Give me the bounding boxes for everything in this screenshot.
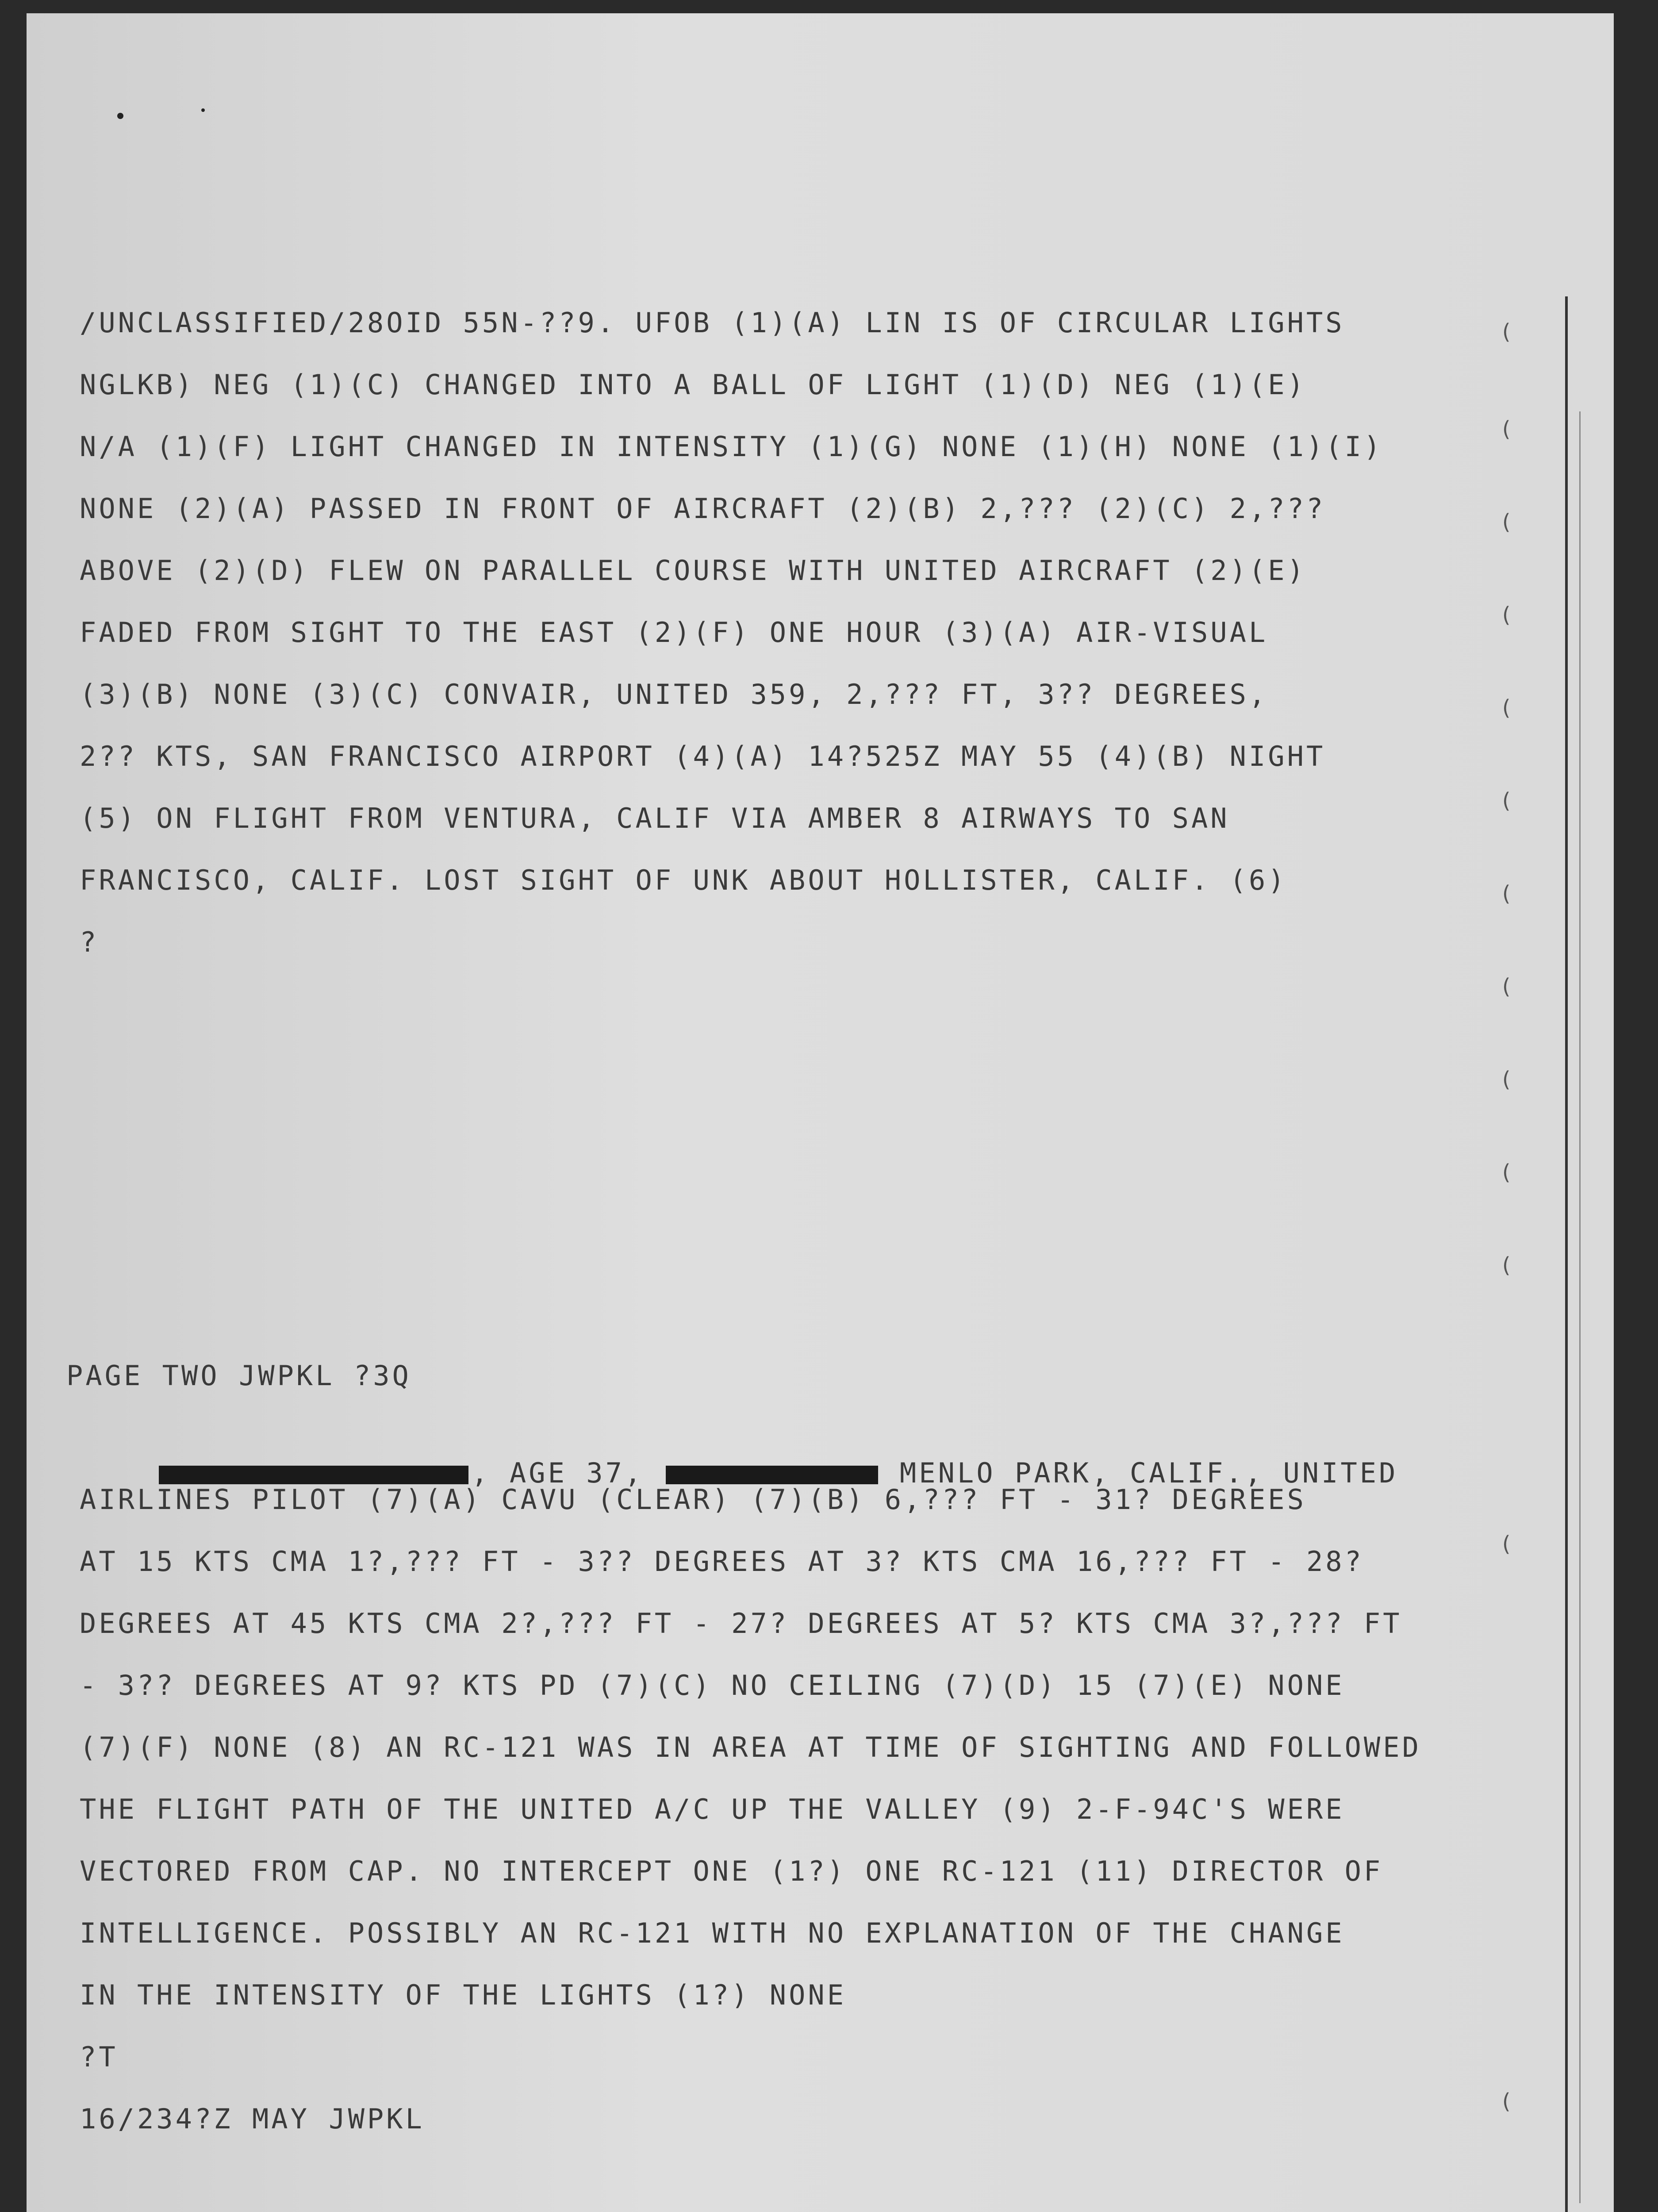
margin-mark: ( bbox=[1500, 417, 1512, 442]
message-line: ABOVE (2)(D) FLEW ON PARALLEL COURSE WITH UNITED AIRCRAFT (2)(E) bbox=[80, 554, 1306, 587]
message-line: NGLKB) NEG (1)(C) CHANGED INTO A BALL OF LIGHT (1)(D) NEG (1)(E) bbox=[80, 369, 1306, 401]
right-border-rule bbox=[1565, 296, 1568, 2212]
margin-mark: ( bbox=[1500, 2089, 1512, 2114]
message-line: VECTORED FROM CAP. NO INTERCEPT ONE (1?) ONE RC-121 (11) DIRECTOR OF bbox=[80, 1855, 1383, 1887]
margin-mark: ( bbox=[1500, 510, 1512, 534]
message-line: THE FLIGHT PATH OF THE UNITED A/C UP THE VALLEY (9) 2-F-94C'S WERE bbox=[80, 1793, 1345, 1825]
right-faint-rule bbox=[1579, 411, 1581, 2203]
margin-mark: ( bbox=[1500, 603, 1512, 627]
message-line: 2?? KTS, SAN FRANCISCO AIRPORT (4)(A) 14?525Z MAY 55 (4)(B) NIGHT bbox=[80, 740, 1326, 772]
message-line: DEGREES AT 45 KTS CMA 2?,??? FT - 27? DEGREES AT 5? KTS CMA 3?,??? FT bbox=[80, 1607, 1402, 1640]
message-line: NONE (2)(A) PASSED IN FRONT OF AIRCRAFT (2)(B) 2,??? (2)(C) 2,??? bbox=[80, 492, 1326, 525]
message-line: - 3?? DEGREES AT 9? KTS PD (7)(C) NO CEILING (7)(D) 15 (7)(E) NONE bbox=[80, 1669, 1345, 1701]
margin-mark: ( bbox=[1500, 788, 1512, 813]
margin-mark: ( bbox=[1500, 881, 1512, 906]
witness-age: , AGE 37, bbox=[471, 1457, 663, 1489]
margin-mark: ( bbox=[1500, 319, 1512, 344]
message-line: /UNCLASSIFIED/28OID 55N-??9. UFOB (1)(A) LIN IS OF CIRCULAR LIGHTS bbox=[80, 307, 1345, 339]
message-line: IN THE INTENSITY OF THE LIGHTS (1?) NONE bbox=[80, 1979, 847, 2011]
message-line: FADED FROM SIGHT TO THE EAST (2)(F) ONE HOUR (3)(A) AIR-VISUAL bbox=[80, 616, 1268, 649]
date-time-group: 16/234?Z MAY JWPKL bbox=[80, 2103, 425, 2135]
redaction-bar bbox=[666, 1466, 878, 1484]
margin-mark: ( bbox=[1500, 1067, 1512, 1092]
message-line: ? bbox=[80, 926, 99, 958]
message-line: N/A (1)(F) LIGHT CHANGED IN INTENSITY (1)(G) NONE (1)(H) NONE (1)(I) bbox=[80, 430, 1383, 463]
margin-mark: ( bbox=[1500, 1253, 1512, 1278]
message-line: (7)(F) NONE (8) AN RC-121 WAS IN AREA AT TIME OF SIGHTING AND FOLLOWED bbox=[80, 1731, 1421, 1763]
message-line: AT 15 KTS CMA 1?,??? FT - 3?? DEGREES AT 3? KTS CMA 16,??? FT - 28? bbox=[80, 1545, 1364, 1578]
message-line: ?T bbox=[80, 2041, 118, 2073]
speck-2 bbox=[201, 108, 205, 112]
message-line: (3)(B) NONE (3)(C) CONVAIR, UNITED 359, 2,??? FT, 3?? DEGREES, bbox=[80, 678, 1268, 710]
page-header: PAGE TWO JWPKL ?3Q bbox=[66, 1359, 411, 1392]
message-line: INTELLIGENCE. POSSIBLY AN RC-121 WITH NO EXPLANATION OF THE CHANGE bbox=[80, 1917, 1345, 1949]
message-line: FRANCISCO, CALIF. LOST SIGHT OF UNK ABOUT HOLLISTER, CALIF. (6) bbox=[80, 864, 1287, 896]
document-page bbox=[27, 13, 1614, 2212]
witness-location: MENLO PARK, CALIF., UNITED bbox=[880, 1457, 1398, 1489]
message-line: AIRLINES PILOT (7)(A) CAVU (CLEAR) (7)(B) 6,??? FT - 31? DEGREES bbox=[80, 1483, 1306, 1516]
margin-mark: ( bbox=[1500, 1160, 1512, 1185]
margin-mark: ( bbox=[1500, 695, 1512, 720]
speck-1 bbox=[117, 113, 123, 119]
margin-mark: ( bbox=[1500, 1532, 1512, 1556]
redaction-bar bbox=[159, 1466, 468, 1484]
margin-mark: ( bbox=[1500, 974, 1512, 999]
message-line: (5) ON FLIGHT FROM VENTURA, CALIF VIA AMBER 8 AIRWAYS TO SAN bbox=[80, 802, 1230, 834]
